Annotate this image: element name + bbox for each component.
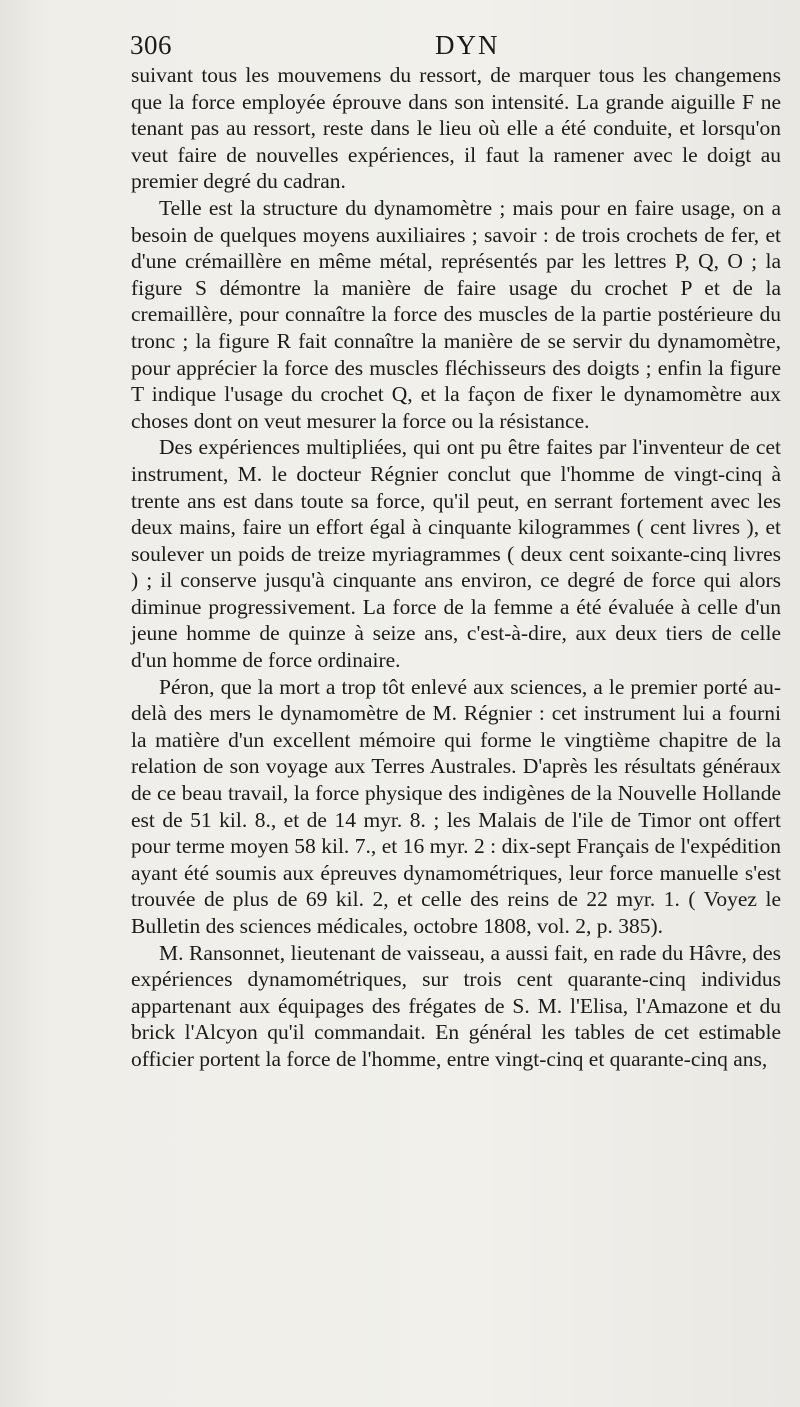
paragraph: Des expériences multipliées, qui ont pu être faites par l'inventeur de cet instrument, M. le docteur Régnier conclut que l'homme de vingt-cinq à trente ans est dans toute sa force, qu'il peut, en serrant fortement avec les deux mains, faire un effort égal à cinquante kilogrammes ( cent livres ), et soulever un poids de treize myriagrammes ( deux cent soixante-cinq livres ) ; il conserve jusqu'à cinquante ans environ, ce degré de force qui alors diminue progressivement. La force de la femme a été évaluée à celle d'un jeune homme de quinze à seize ans, c'est-à-dire, aux deux tiers de celle d'un homme de force ordinaire. xyxy=(131,435,781,673)
paragraph: Péron, que la mort a trop tôt enlevé aux sciences, a le premier porté au-delà des mers le dynamomètre de M. Régnier : cet instrument lui a fourni la matière d'un excellent mémoire qui forme le vingtième chapitre de la relation de son voyage aux Terres Australes. D'après les résultats généraux de ce beau travail, la force physique des indigènes de la Nouvelle Hollande est de 51 kil. 8., et de 14 myr. 8. ; les Malais de l'ile de Timor ont offert pour terme moyen 58 kil. 7., et 16 myr. 2 : dix-sept Français de l'expédition ayant été soumis aux épreuves dynamométriques, leur force manuelle s'est trouvée de plus de 69 kil. 2, et celle des reins de 22 myr. 1. ( Voyez le Bulletin des sciences médicales, octobre 1808, vol. 2, p. 385). xyxy=(131,674,781,938)
paragraph: suivant tous les mouvemens du ressort, de marquer tous les changemens que la force employée éprouve dans son intensité. La grande aiguille F ne tenant pas au ressort, reste dans le lieu où elle a été conduite, et lorsqu'on veut faire de nouvelles expériences, il faut la ramener avec le doigt au premier degré du cadran. xyxy=(131,63,781,194)
running-head: DYN xyxy=(435,30,500,60)
body-text xyxy=(131,62,781,1073)
page-header xyxy=(130,30,780,66)
paragraph: M. Ransonnet, lieutenant de vaisseau, a aussi fait, en rade du Hâvre, des expériences dynamométriques, sur trois cent quarante-cinq individus appartenant aux équipages des frégates de S. M. l'Elisa, l'Amazone et du brick l'Alcyon qu'il commandait. En général les tables de cet estimable officier portent la force de l'homme, entre vingt-cinq et quarante-cinq ans, xyxy=(131,940,781,1071)
paragraph: Telle est la structure du dynamomètre ; mais pour en faire usage, on a besoin de quelques moyens auxiliaires ; savoir : de trois crochets de fer, et d'une crémaillère en même métal, représentés par les lettres P, Q, O ; la figure S démontre la manière de faire usage du crochet P et de la cremaillère, pour connaître la force des muscles de la partie postérieure du tronc ; la figure R fait connaître la manière de se servir du dynamomètre, pour apprécier la force des muscles fléchisseurs des doigts ; enfin la figure T indique l'usage du crochet Q, et la façon de fixer le dynamomètre aux choses dont on veut mesurer la force ou la résistance. xyxy=(131,195,781,433)
page-number: 306 xyxy=(130,30,172,60)
